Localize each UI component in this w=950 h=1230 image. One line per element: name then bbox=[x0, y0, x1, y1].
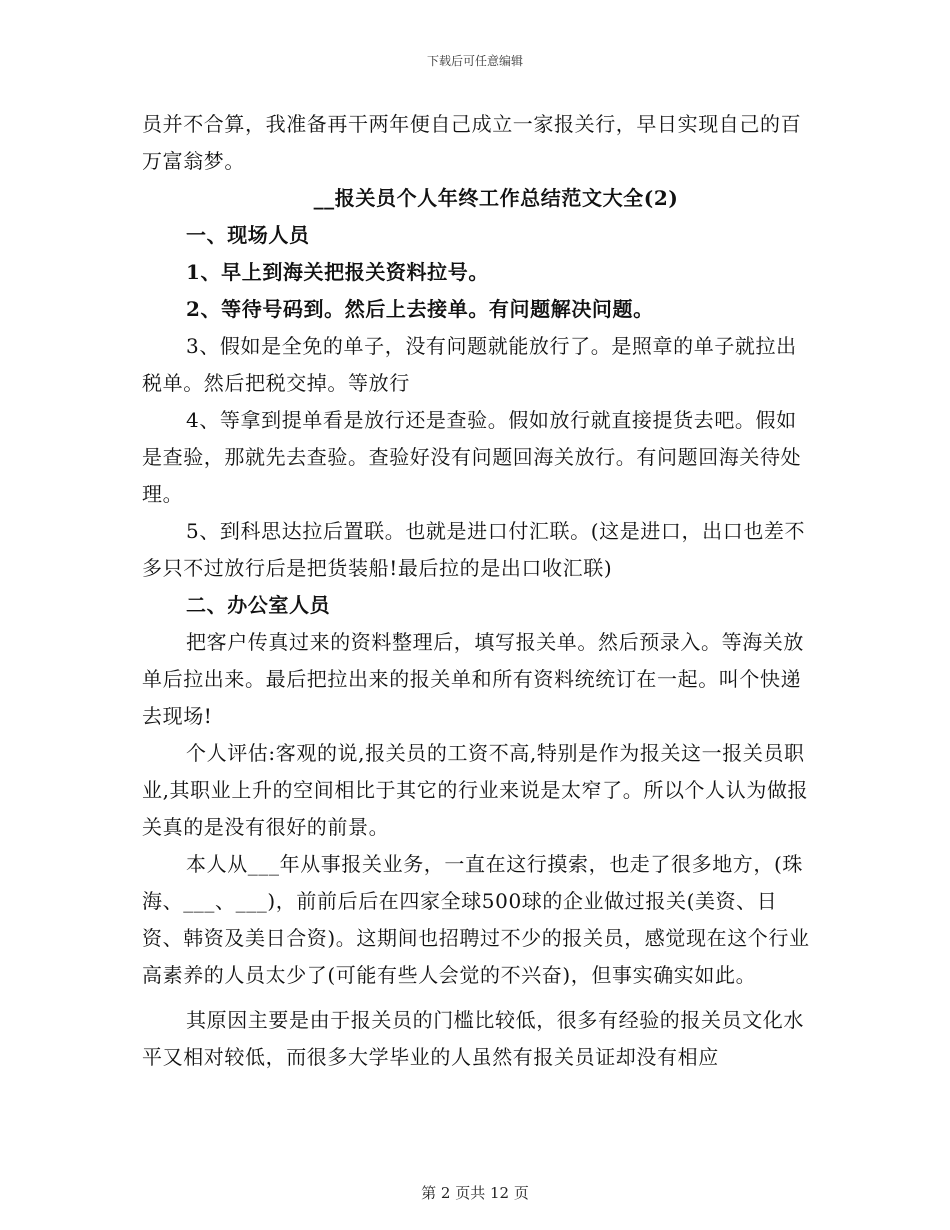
paragraph-reasons: 其原因主要是由于报关员的门槛比较低，很多有经验的报关员文化水平又相对较低，而很多大学毕业的人虽然有报关员证却没有相应 bbox=[142, 1008, 804, 1069]
document-body bbox=[142, 106, 810, 1076]
step-4: 4、等拿到提单看是放行还是查验。假如放行就直接提货去吧。假如是查验，那就先去查验。查验好没有问题回海关放行。有问题回海关待处理。 bbox=[142, 408, 802, 506]
paragraph-continuation: 员并不合算，我准备再干两年便自己成立一家报关行，早日实现自己的百万富翁梦。 bbox=[142, 112, 802, 173]
page-header: 下载后可任意编辑 bbox=[426, 54, 523, 68]
step-1: 1、早上到海关把报关资料拉号。 bbox=[186, 260, 489, 284]
section-title: __报关员个人年终工作总结范文大全(2) bbox=[313, 186, 679, 210]
step-5: 5、到科思达拉后置联。也就是进口付汇联。(这是进口，出口也差不多只不过放行后是把货装船!最后拉的是出口收汇联) bbox=[142, 519, 806, 580]
step-2: 2、等待号码到。然后上去接单。有问题解决问题。 bbox=[186, 297, 654, 321]
step-3: 3、假如是全免的单子，没有问题就能放行了。是照章的单子就拉出税单。然后把税交掉。等放行 bbox=[142, 334, 797, 395]
paragraph-personal-assessment: 个人评估:客观的说,报关员的工资不高,特别是作为报关这一报关员职业,其职业上升的空间相比于其它的行业来说是太窄了。所以个人认为做报关真的是没有很好的前景。 bbox=[142, 741, 809, 839]
page-footer: 第 2 页共 12 页 bbox=[421, 1184, 529, 1202]
heading-office-staff: 二、办公室人员 bbox=[186, 593, 331, 617]
heading-onsite-staff: 一、现场人员 bbox=[186, 223, 310, 247]
paragraph-experience: 本人从___年从事报关业务，一直在这行摸索，也走了很多地方，(珠海、___、___)，前前后后在四家全球500球的企业做过报关(美资、日资、韩资及美日合资)。这期间也招聘过不少的报关员，感觉现在这个行业高素养的人员太少了(可能有些人会觉的不兴奋)，但事实确实如此。 bbox=[142, 852, 810, 987]
paragraph-office-work: 把客户传真过来的资料整理后，填写报关单。然后预录入。等海关放单后拉出来。最后把拉出来的报关单和所有资料统统订在一起。叫个快递去现场! bbox=[142, 630, 804, 728]
